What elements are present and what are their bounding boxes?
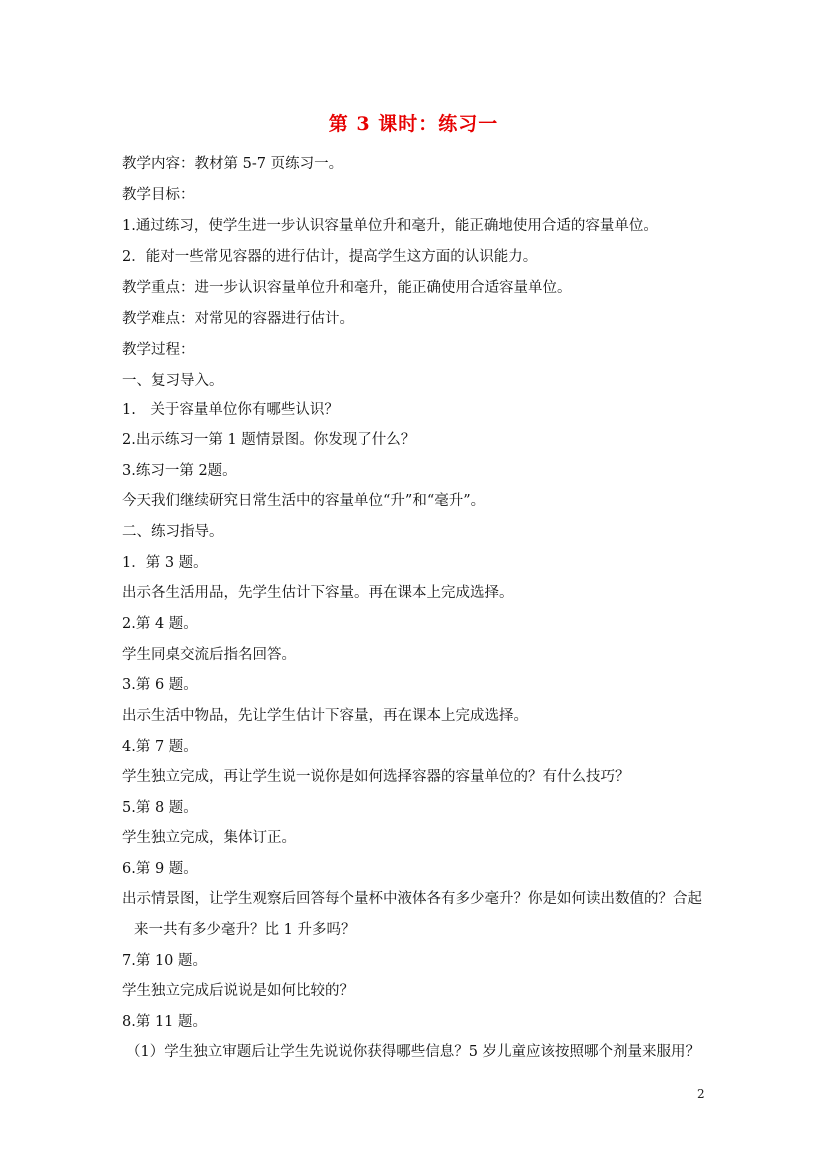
text-line: 1．第 3 题。 <box>122 555 208 571</box>
text-line: 学生独立完成，集体订正。 <box>122 830 296 846</box>
text-line: 二、练习指导。 <box>122 524 224 540</box>
text-line: （1）学生独立审题后让学生先说说你获得哪些信息？5 岁儿童应该按照哪个剂量来服用？ <box>126 1044 701 1060</box>
text-line: 出示情景图，让学生观察后回答每个量杯中液体各有多少毫升？你是如何读出数值的？合起 <box>122 891 702 907</box>
text-line: 8.第 11 题。 <box>122 1014 208 1030</box>
text-line: 7.第 10 题。 <box>122 953 208 969</box>
text-line: 3.练习一第 2题。 <box>122 463 237 479</box>
text-line: 一、复习导入。 <box>122 373 224 389</box>
text-line: 教学过程： <box>122 342 195 358</box>
text-line: 1.通过练习，使学生进一步认识容量单位升和毫升，能正确地使用合适的容量单位。 <box>122 218 658 234</box>
text-line: 出示各生活用品，先学生估计下容量。再在课本上完成选择。 <box>122 585 514 601</box>
text-line: 4.第 7 题。 <box>122 739 198 755</box>
text-line: 出示生活中物品，先让学生估计下容量，再在课本上完成选择。 <box>122 708 528 724</box>
text-line: 6.第 9 题。 <box>122 861 198 877</box>
text-line: 来一共有多少毫升？比 1 升多吗？ <box>134 922 356 938</box>
text-line: 5.第 8 题。 <box>122 800 198 816</box>
page-number: 2 <box>697 1087 705 1101</box>
text-line: 教学内容：教材第 5-7 页练习一。 <box>122 156 344 172</box>
text-line: 学生独立完成后说说是如何比较的？ <box>122 983 354 999</box>
text-line: 教学难点：对常见的容器进行估计。 <box>122 311 354 327</box>
text-line: 学生独立完成，再让学生说一说你是如何选择容器的容量单位的？有什么技巧？ <box>122 769 630 785</box>
text-line: 2.第 4 题。 <box>122 616 198 632</box>
text-line: 教学目标： <box>122 187 195 203</box>
document-title: 第 3 课时：练习一 <box>328 113 499 135</box>
text-line: 3.第 6 题。 <box>122 677 198 693</box>
text-line: 今天我们继续研究日常生活中的容量单位“升”和“毫升”。 <box>122 493 486 509</box>
text-line: 1. 关于容量单位你有哪些认识？ <box>122 402 339 418</box>
text-line: 学生同桌交流后指名回答。 <box>122 647 296 663</box>
text-line: 2.出示练习一第 1 题情景图。你发现了什么？ <box>122 432 416 448</box>
text-line: 2．能对一些常见容器的进行估计，提高学生这方面的认识能力。 <box>122 249 538 265</box>
text-line: 教学重点：进一步认识容量单位升和毫升，能正确使用合适容量单位。 <box>122 280 572 296</box>
